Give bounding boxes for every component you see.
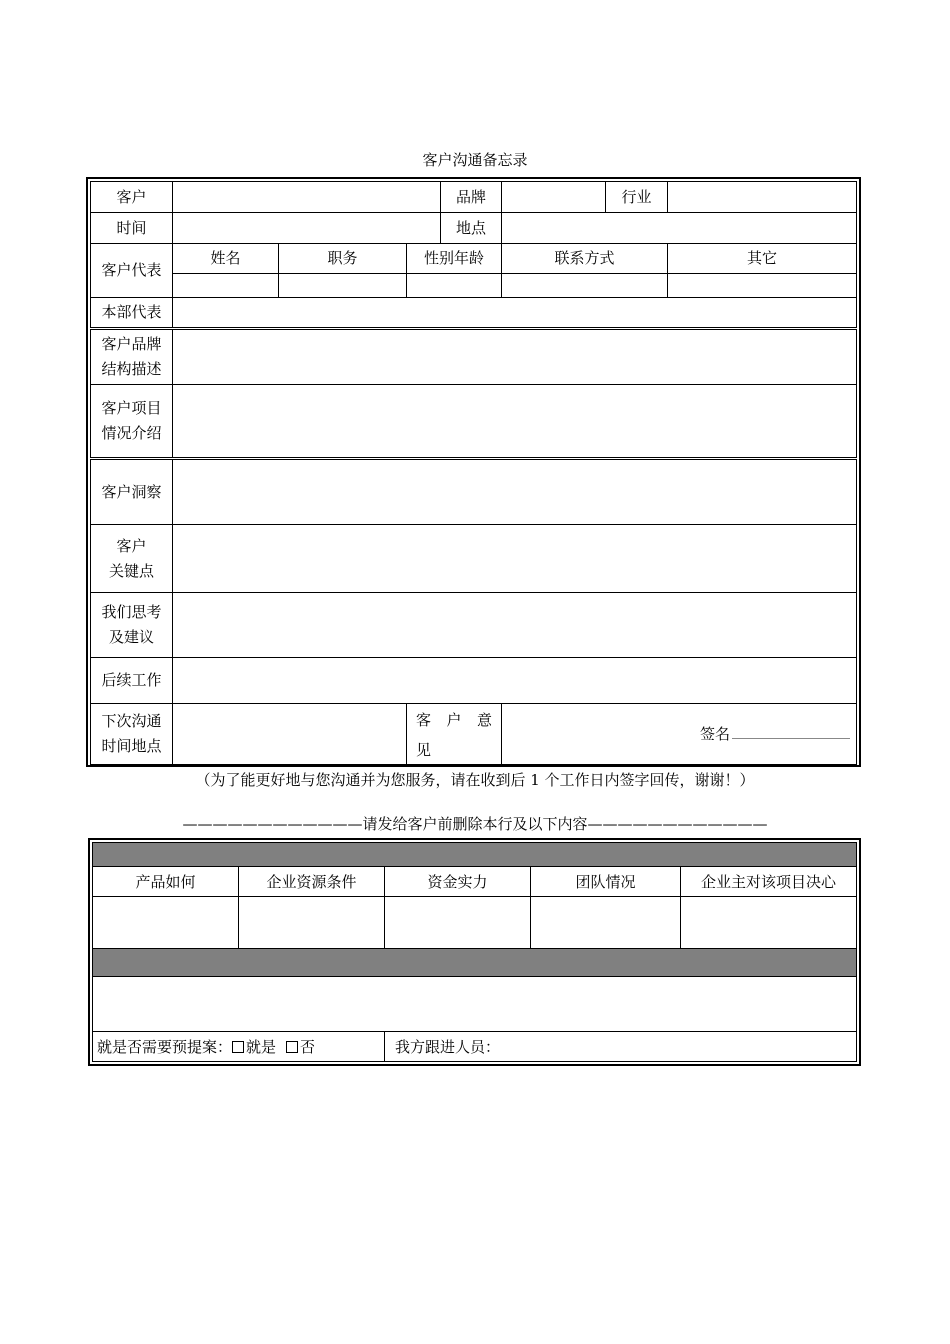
brand-label: 品牌 <box>441 182 502 213</box>
page-title: 客户沟通备忘录 <box>422 151 528 169</box>
project-intro-label-line1: 客户项目 <box>101 399 162 417</box>
industry-label: 行业 <box>606 182 668 213</box>
customer-field[interactable] <box>173 182 441 213</box>
eval-col-funding: 资金实力 <box>385 867 531 897</box>
customer-opinion-label-line1: 客 户 意 <box>416 711 493 729</box>
signature-line[interactable] <box>732 724 850 739</box>
memo-table <box>90 181 857 765</box>
next-comm-label-line1: 下次沟通 <box>101 712 162 730</box>
eval-col-team: 团队情况 <box>531 867 681 897</box>
location-label: 地点 <box>441 213 502 244</box>
customer-rep-label: 客户代表 <box>91 244 173 298</box>
project-intro-field[interactable] <box>173 385 857 459</box>
suggestion-field[interactable] <box>173 593 857 658</box>
brand-structure-label <box>91 329 173 385</box>
industry-field[interactable] <box>668 182 857 213</box>
proposal-label: 就是否需要预提案： <box>97 1038 233 1056</box>
eval-team-field[interactable] <box>531 897 681 949</box>
followup-label: 后续工作 <box>91 658 173 704</box>
evaluation-notes-field[interactable] <box>93 977 857 1032</box>
project-intro-label-line2: 情况介绍 <box>101 424 162 442</box>
followup-field[interactable] <box>173 658 857 704</box>
customer-label: 客户 <box>91 182 173 213</box>
eval-product-field[interactable] <box>93 897 239 949</box>
brand-field[interactable] <box>502 182 606 213</box>
suggestion-label-line2: 及建议 <box>108 628 154 646</box>
rep-col-contact: 联系方式 <box>502 244 668 274</box>
follow-person-label: 我方跟进人员： <box>395 1038 501 1056</box>
eval-determination-field[interactable] <box>681 897 857 949</box>
evaluation-section-bar <box>93 949 857 977</box>
signature-label: 签名 <box>699 724 730 743</box>
suggestion-label-line1: 我们思考 <box>101 603 162 621</box>
brand-structure-label-line1: 客户品牌 <box>101 335 162 353</box>
suggestion-label <box>91 593 173 658</box>
customer-opinion-label <box>407 704 502 765</box>
time-field[interactable] <box>173 213 441 244</box>
eval-resources-field[interactable] <box>239 897 385 949</box>
rep-name-field[interactable] <box>173 274 279 298</box>
our-rep-label: 本部代表 <box>91 298 173 329</box>
next-comm-label-line2: 时间地点 <box>101 737 162 755</box>
evaluation-header-bar <box>93 843 857 867</box>
brand-structure-field[interactable] <box>173 329 857 385</box>
time-label: 时间 <box>91 213 173 244</box>
key-points-label-line1: 客户 <box>116 536 147 555</box>
our-rep-field[interactable] <box>173 298 857 329</box>
rep-col-other: 其它 <box>668 244 857 274</box>
insight-label: 客户洞察 <box>91 459 173 525</box>
location-field[interactable] <box>502 213 857 244</box>
eval-funding-field[interactable] <box>385 897 531 949</box>
customer-opinion-label-line2: 见 <box>416 741 432 759</box>
insight-field[interactable] <box>173 459 857 525</box>
internal-divider: ————————————请发给客户前删除本行及以下内容———————————— <box>182 815 768 833</box>
eval-col-determination: 企业主对该项目决心 <box>681 867 857 897</box>
rep-gender-age-field[interactable] <box>407 274 502 298</box>
evaluation-table <box>92 842 857 1062</box>
customer-opinion-field[interactable] <box>502 704 857 765</box>
proposal-question <box>93 1032 385 1062</box>
rep-col-gender-age: 性别年龄 <box>407 244 502 274</box>
rep-contact-field[interactable] <box>502 274 668 298</box>
next-comm-field[interactable] <box>173 704 407 765</box>
next-comm-label <box>91 704 173 765</box>
evaluation-form <box>88 838 861 1066</box>
key-points-label-line2: 关键点 <box>108 561 154 580</box>
option-yes-label: 就是 <box>246 1038 277 1056</box>
eval-col-resources: 企业资源条件 <box>239 867 385 897</box>
memo-form <box>86 177 861 767</box>
rep-position-field[interactable] <box>279 274 407 298</box>
return-note: （为了能更好地与您沟通并为您服务，请在收到后 1 个工作日内签字回传，谢谢！） <box>195 771 755 789</box>
rep-col-name: 姓名 <box>173 244 279 274</box>
option-no-label: 否 <box>300 1038 316 1056</box>
checkbox-yes[interactable] <box>232 1041 244 1053</box>
rep-col-position: 职务 <box>279 244 407 274</box>
brand-structure-label-line2: 结构描述 <box>101 360 162 378</box>
eval-col-product: 产品如何 <box>93 867 239 897</box>
key-points-field[interactable] <box>173 525 857 593</box>
key-points-label <box>91 525 173 593</box>
checkbox-no[interactable] <box>286 1041 298 1053</box>
rep-other-field[interactable] <box>668 274 857 298</box>
follow-person-cell[interactable] <box>385 1032 857 1062</box>
project-intro-label <box>91 385 173 459</box>
